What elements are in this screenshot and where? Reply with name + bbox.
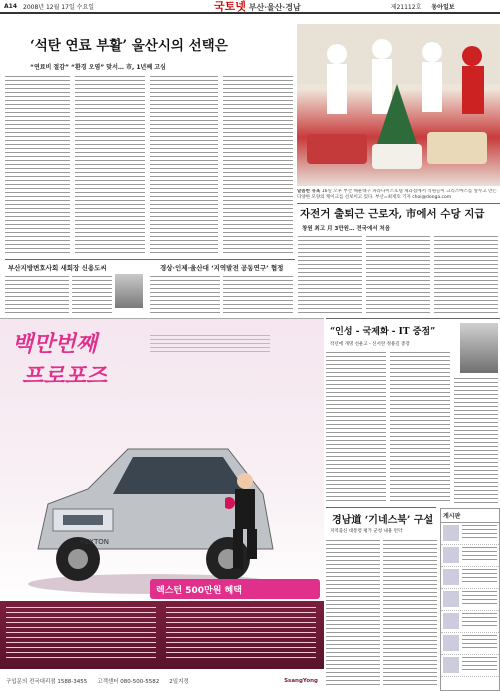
ad-offer-panel: [0, 601, 324, 691]
article5-text2: [383, 540, 437, 688]
ad-offer-text2: [166, 607, 316, 661]
cake-photo-illustration: [297, 24, 500, 186]
lead-text-col3: [150, 76, 218, 256]
interview-text2: [390, 352, 450, 504]
article4-headline: 자전거 출퇴근 근로자, 市에서 수당 지급: [300, 208, 485, 220]
article3-text2: [223, 276, 293, 316]
section-logo: 국토넷: [214, 0, 246, 13]
notice-board: [440, 508, 500, 691]
divider: [326, 507, 436, 508]
lead-text-col2: [75, 76, 145, 256]
divider: [297, 203, 500, 204]
car-label: REXTON: [80, 538, 109, 546]
ad-brand-logo: SsangYong: [284, 677, 318, 684]
ad-phone-1: 구입문의 전국대리점 1588-3455: [6, 678, 88, 685]
notice-board-title: 게시판: [441, 509, 499, 523]
ad-offer-text1: [6, 607, 156, 661]
edition-number: 제21112호: [390, 3, 422, 11]
article5-subhead: 지역출신 대통령 평가 군청 내용 빈약: [330, 529, 403, 534]
article4-text2: [366, 236, 430, 316]
notice-item[interactable]: [441, 633, 499, 655]
article3-text: [150, 276, 220, 316]
notice-item[interactable]: [441, 611, 499, 633]
car-advertisement[interactable]: [0, 318, 324, 691]
article4-subhead: 창원 최고 月 3만원… 전국에서 처음: [302, 226, 391, 232]
photo-caption-text: 16일 오후 부산 해운대구 파라다이스호텔 제과점에서 직원들이 크리스마스를 앞두고 만든 다양한 모양의 케이크를 선보이고 있다. 부산=최재호 기자 choi@donga.com: [297, 189, 497, 200]
lead-subhead: “연료비 절감” “환경 오염” 맞서… 市, 1년째 고심: [30, 64, 166, 71]
notice-item[interactable]: [441, 567, 499, 589]
lead-text-col4: [223, 76, 293, 256]
cake-photo: [297, 24, 500, 186]
divider: [326, 318, 500, 319]
ad-phone-3: 2일지정: [169, 678, 189, 685]
notice-item[interactable]: [441, 523, 499, 545]
lawyer-portrait: [115, 274, 143, 308]
article3-headline: 경상·인제·울산대 ‘지역발전 공동연구’ 협정: [160, 264, 284, 272]
man-proposing-illustration: [225, 469, 265, 579]
article2-text2: [72, 276, 112, 316]
ad-tagline: 렉스턴 500만원 혜택: [150, 579, 320, 599]
photo-caption: [297, 189, 500, 203]
page-number: A14: [4, 2, 17, 10]
interview-text3: [454, 378, 498, 504]
divider: [5, 259, 295, 260]
section-name: 부산·울산·경남: [248, 2, 301, 12]
notice-item[interactable]: [441, 589, 499, 611]
ad-small-copy: [150, 335, 270, 355]
page-header: [0, 0, 500, 14]
article5-text1: [326, 540, 380, 688]
paper-brand: 동아일보: [431, 3, 455, 11]
notice-list: [441, 523, 499, 677]
issue-date: 2008년 12월 17일 수요일: [23, 3, 95, 11]
article4-text3: [434, 236, 498, 316]
article2-headline: 부산지방변호사회 새회장 신용도씨: [8, 264, 107, 272]
ad-contact-bar: [0, 669, 324, 691]
article4-text1: [298, 236, 362, 316]
lead-headline: ‘석탄 연료 부활’ 울산시의 선택은: [30, 38, 228, 54]
notice-item[interactable]: [441, 655, 499, 677]
interview-headline: “인성 - 국제화 - IT 중점”: [330, 327, 436, 337]
section-title: [214, 0, 301, 14]
interview-text1: [326, 352, 386, 504]
interview-subhead: 작년에 개명 선운고 - 신서란 정용길 총장: [330, 342, 410, 347]
notice-item[interactable]: [441, 545, 499, 567]
article5-headline: 경남道 ‘기네스북’ 구설: [332, 515, 434, 526]
ad-phone-2: 고객센터 080-500-5582: [97, 678, 160, 685]
ad-headline-2: 프로포즈: [22, 363, 108, 389]
ad-headline-1: 백만번째: [12, 331, 98, 357]
lead-text-col1: [5, 76, 70, 256]
photo-caption-title: 달콤한 유혹: [297, 189, 321, 194]
interview-portrait: [460, 323, 498, 373]
article2-text: [5, 276, 69, 316]
